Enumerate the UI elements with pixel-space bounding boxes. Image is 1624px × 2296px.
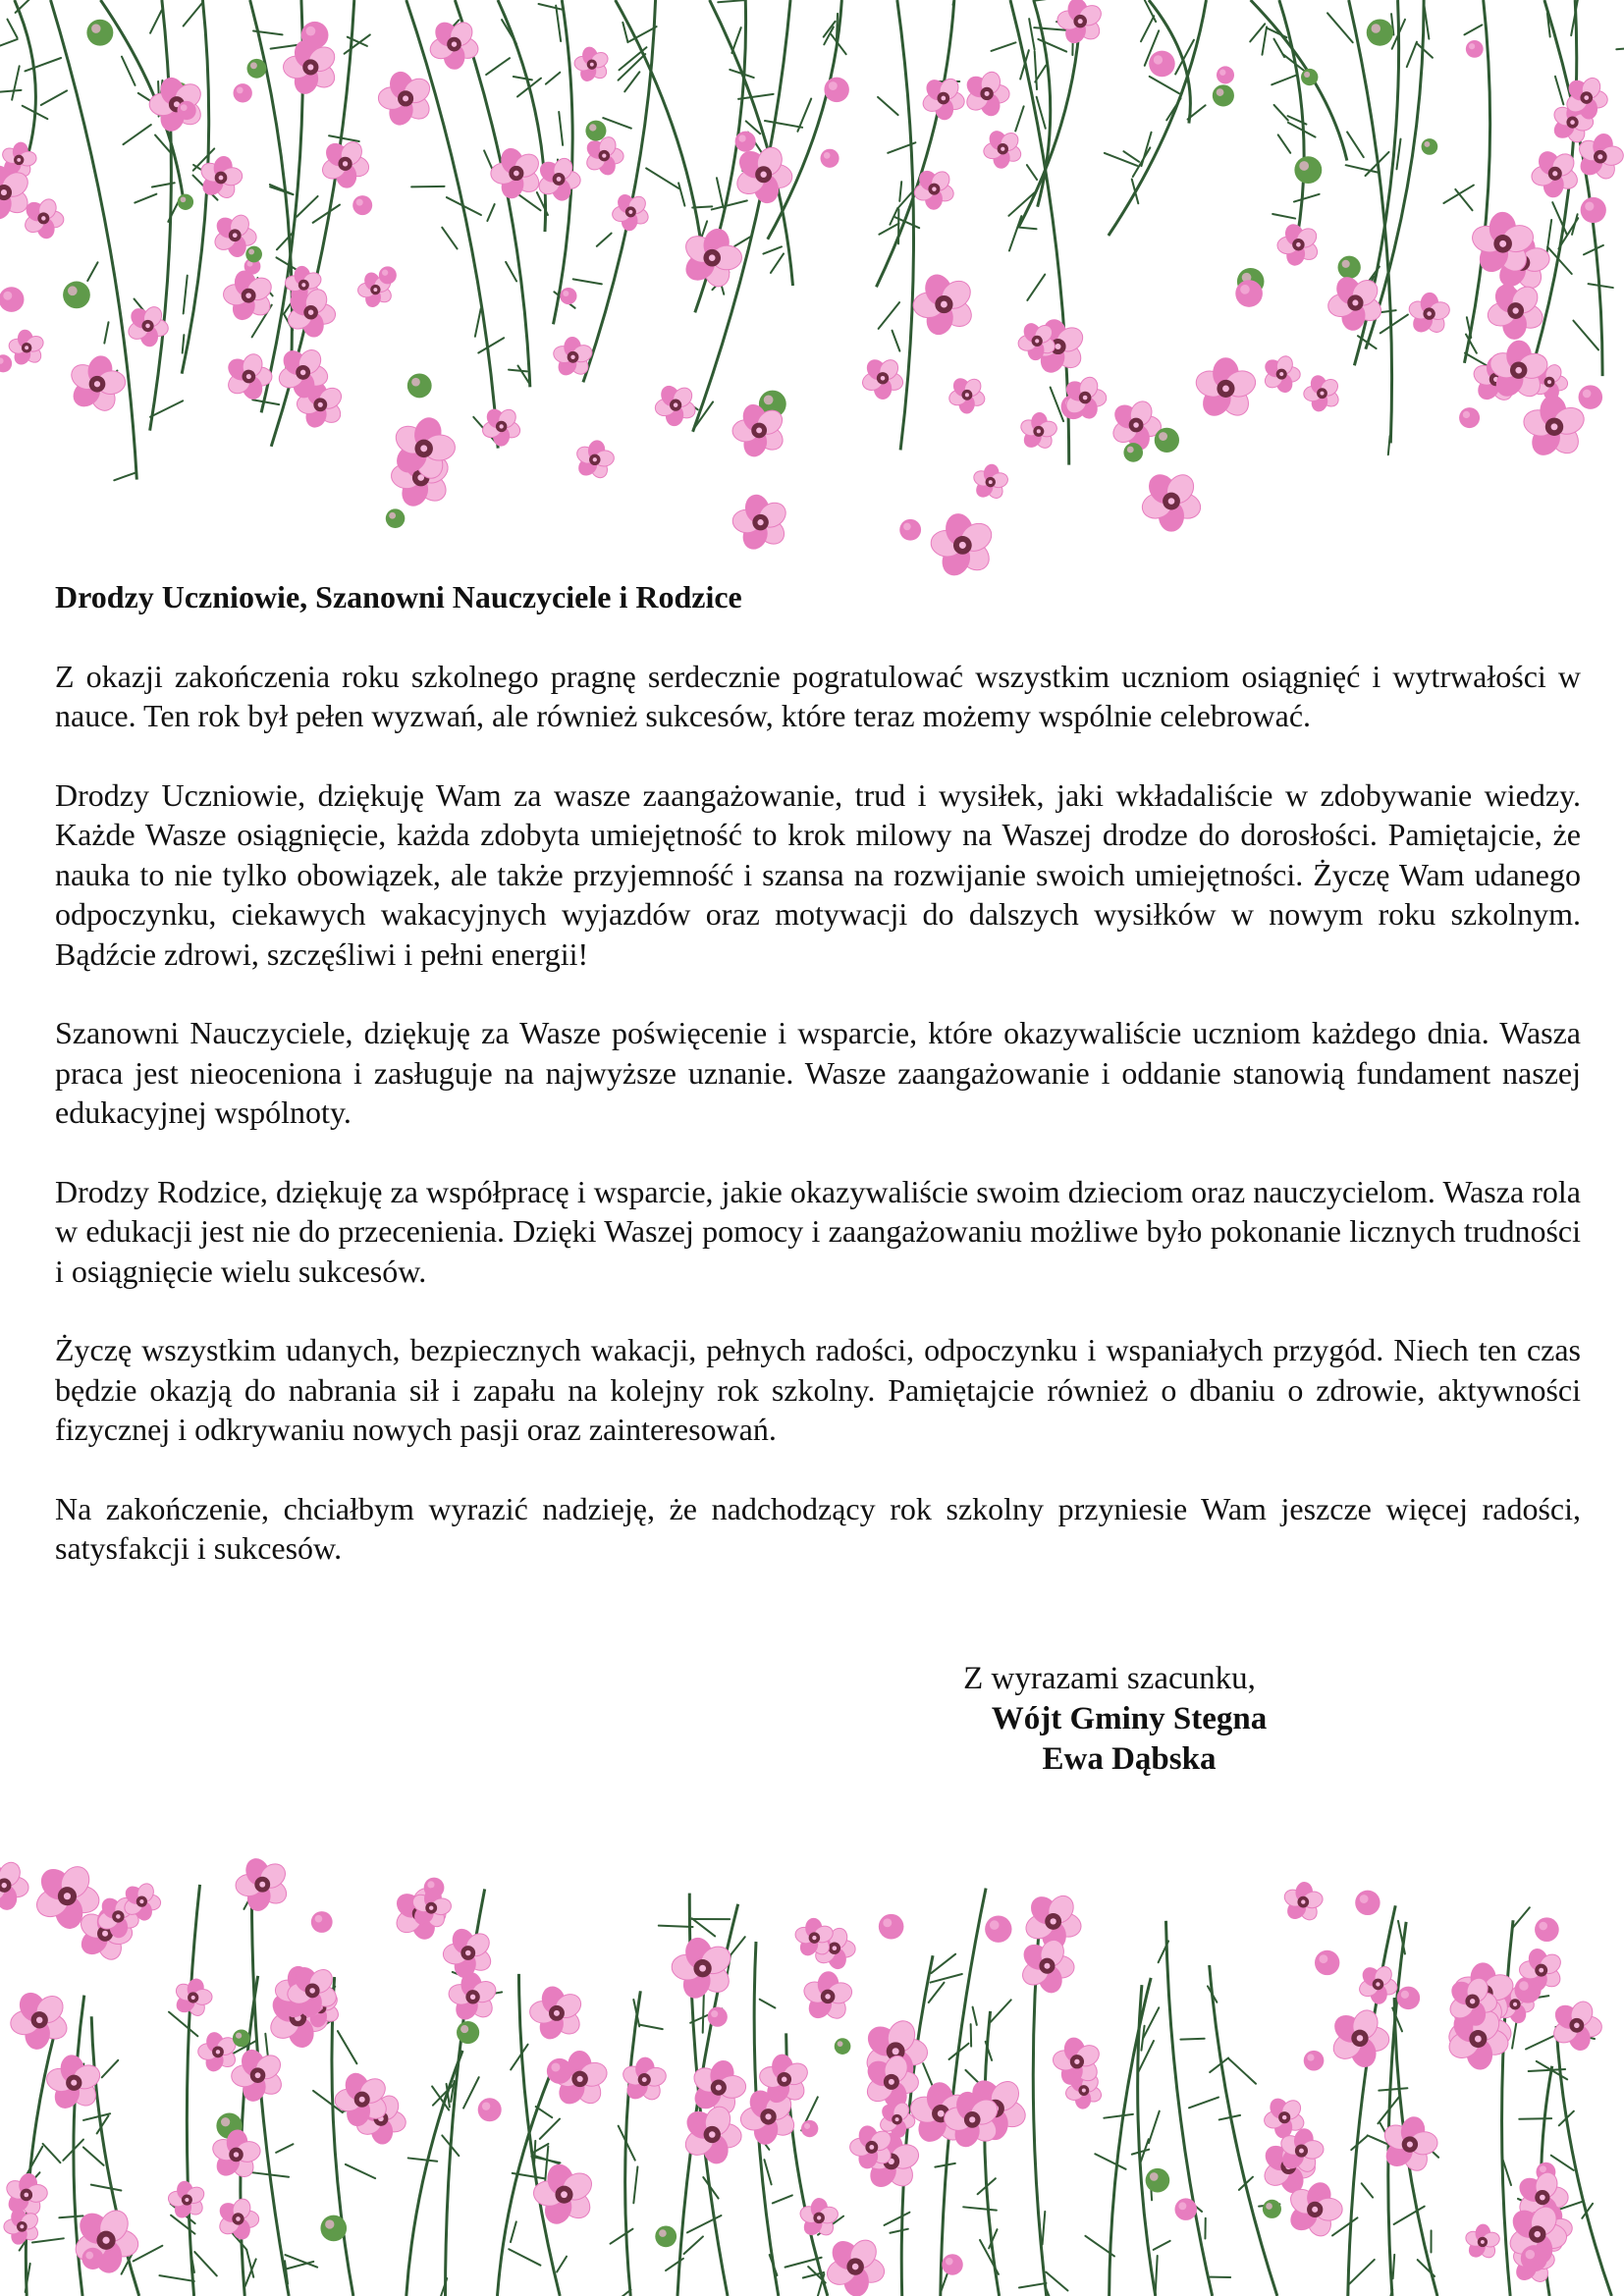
paragraph-closing: Na zakończenie, chciałbym wyrazić nadzieję, że nadchodzący rok szkolny przyniesie Wam jeszcze więcej radości, satysfakcji i sukcesów.	[55, 1490, 1581, 1566]
flower-bud-icon	[1355, 1891, 1380, 1915]
flower-bud-icon	[0, 354, 12, 372]
floral-border-top	[0, 0, 1624, 579]
flower-bud-icon	[735, 132, 756, 152]
waxflower-icon	[9, 1989, 71, 2051]
waxflower-icon	[947, 376, 987, 414]
waxflower-icon	[168, 2180, 207, 2220]
flower-bud-icon	[0, 287, 24, 312]
waxflower-icon	[913, 271, 977, 337]
waxflower-icon	[1464, 2224, 1501, 2261]
waxflower-icon	[1018, 412, 1058, 451]
flower-bud-icon	[1535, 1917, 1559, 1942]
waxflower-icon	[801, 1971, 854, 2022]
flower-bud-icon	[1466, 40, 1484, 58]
waxflower-icon	[680, 226, 741, 290]
signature-name: Ewa Dąbska	[1042, 1741, 1217, 1777]
flower-bud-icon	[247, 59, 267, 79]
signature-closing: Z wyrazami szacunku,	[963, 1661, 1256, 1696]
flower-bud-icon	[1315, 1950, 1339, 1975]
paragraph-students: Drodzy Uczniowie, dziękuję Wam za wasze zaangażowanie, trud i wysiłek, jaki wkładaliście w zdobywanie wiedzy. Każde Wasze osiągnięcie, każda zdobyta umiejętność to krok milowy na Waszej drodze do dorosłości. Pamiętajcie, że nauka to nie tylko obowiązek, ale także przyjemność i szansa na rozwijanie swoich umiejętności. Życzę Wam udanego odpoczynku, ciekawych wakacyjnych wyjazdów oraz motywacji do dalszych wysiłków w nowym roku szkolnym. Bądźcie zdrowi, szczęśliwi i pełni energii!	[55, 776, 1581, 972]
waxflower-icon	[447, 1972, 499, 2023]
waxflower-icon	[583, 134, 623, 177]
waxflower-icon	[216, 2197, 259, 2242]
flower-bud-icon	[234, 83, 252, 102]
signature-block	[884, 1659, 1375, 1780]
waxflower-icon	[731, 493, 789, 553]
waxflower-icon	[1262, 354, 1300, 395]
flower-bud-icon	[1397, 1987, 1421, 2010]
flower-bud-icon	[1263, 2200, 1281, 2218]
flower-bud-icon	[311, 1911, 333, 1933]
flower-bud-icon	[1301, 69, 1318, 85]
waxflower-icon	[198, 155, 244, 201]
waxflower-icon	[22, 196, 64, 240]
waxflower-icon	[930, 511, 997, 579]
paragraph-wishes: Życzę wszystkim udanych, bezpiecznych wakacji, pełnych radości, odpoczynku i wspaniałych przygód. Niech ten czas będzie okazją do nabrania sił i zapału na kolejny rok szkolny. Pamiętajcie również o dbaniu o zdrowie, aktywności fizycznej i odkrywaniu nowych pasji oraz zainteresowań.	[55, 1332, 1581, 1447]
flower-bud-icon	[985, 1915, 1011, 1942]
flower-bud-icon	[1304, 2051, 1325, 2071]
flower-bud-icon	[1422, 138, 1438, 155]
letter-body	[55, 577, 1581, 1608]
flower-bud-icon	[1367, 19, 1393, 45]
flower-bud-icon	[457, 2021, 479, 2044]
paragraph-teachers: Szanowni Nauczyciele, dziękuję za Wasze poświęcenie i wsparcie, które okazywaliście uczniom każdego dnia. Wasza praca jest nieoceniona i zasługuje na najwyższe uznanie. Wasze zaangażowanie i oddanie stanowią fundament naszej edukacyjnej wspólnoty.	[55, 1015, 1581, 1130]
waxflower-icon	[824, 2235, 888, 2296]
waxflower-icon	[4, 2172, 49, 2217]
flower-bud-icon	[1146, 2168, 1170, 2193]
flower-bud-icon	[835, 2038, 851, 2055]
flower-bud-icon	[320, 2216, 347, 2242]
waxflower-icon	[378, 70, 434, 129]
waxflower-icon	[1193, 358, 1259, 421]
waxflower-icon	[1407, 293, 1452, 336]
flower-bud-icon	[245, 246, 262, 263]
waxflower-icon	[573, 46, 610, 83]
flower-bud-icon	[63, 282, 90, 309]
flower-bud-icon	[407, 373, 432, 398]
signature-title: Wójt Gminy Stegna	[991, 1701, 1268, 1736]
flower-bud-icon	[585, 121, 606, 141]
flower-bud-icon	[81, 2248, 103, 2269]
waxflower-icon	[443, 1926, 495, 1980]
flower-bud-icon	[1174, 2198, 1197, 2220]
waxflower-icon	[912, 168, 955, 210]
waxflower-icon	[1521, 395, 1588, 459]
waxflower-icon	[1328, 2006, 1389, 2069]
floral-border-bottom	[0, 1841, 1624, 2296]
flower-bud-icon	[1338, 256, 1361, 279]
flower-bud-icon	[1581, 197, 1606, 223]
flower-bud-icon	[879, 1914, 904, 1940]
waxflower-icon	[1277, 222, 1322, 267]
flower-bud-icon	[1149, 51, 1175, 78]
waxflower-icon	[0, 1859, 29, 1911]
waxflower-icon	[963, 70, 1009, 118]
flower-bud-icon	[86, 20, 113, 46]
flower-bud-icon	[1521, 2245, 1547, 2271]
waxflower-icon	[1486, 281, 1546, 340]
flower-bud-icon	[824, 78, 848, 102]
waxflower-icon	[67, 354, 127, 415]
flower-bud-icon	[177, 101, 195, 120]
paragraph-parents: Drodzy Rodzice, dziękuję za współpracę i wsparcie, jakie okazywaliście swoim dzieciom oraz nauczycielom. Wasza rola w edukacji jest nie do przecenienia. Dzięki Waszej pomocy i zaangażowaniu możliwe było pokonanie licznych trudności i osiągnięcie wielu sukcesów.	[55, 1173, 1581, 1289]
waxflower-icon	[1304, 374, 1342, 413]
flower-bud-icon	[655, 2225, 677, 2247]
flower-bud-icon	[1123, 443, 1143, 462]
flower-bud-icon	[1217, 66, 1234, 83]
flower-bud-icon	[1459, 407, 1480, 428]
waxflower-icon	[574, 440, 616, 481]
flower-bud-icon	[821, 149, 839, 168]
flower-bud-icon	[1294, 156, 1322, 184]
waxflower-icon	[480, 406, 521, 446]
waxflower-icon	[732, 143, 793, 205]
waxflower-icon	[611, 192, 650, 232]
flower-bud-icon	[352, 195, 372, 215]
paragraph-congratulations: Z okazji zakończenia roku szkolnego pragnę serdecznie pogratulować wszystkim uczniom osiągnięć i wytrwałości w nauce. Ten rok był pełen wyzwań, ale również sukcesów, które teraz możemy wspólnie celebrować.	[55, 658, 1581, 733]
waxflower-icon	[1018, 1937, 1075, 1995]
flower-bud-icon	[233, 2029, 250, 2047]
flower-bud-icon	[942, 2254, 962, 2274]
greeting-heading: Drodzy Uczniowie, Szanowni Nauczyciele i Rodzice	[55, 579, 742, 614]
waxflower-icon	[1357, 1963, 1399, 2003]
waxflower-icon	[654, 383, 698, 426]
waxflower-icon	[860, 356, 905, 400]
flower-bud-icon	[386, 508, 406, 528]
flower-bud-icon	[560, 288, 576, 304]
waxflower-icon	[971, 463, 1008, 501]
waxflower-icon	[982, 129, 1023, 170]
flower-bud-icon	[1579, 385, 1603, 409]
waxflower-icon	[231, 2047, 286, 2104]
waxflower-icon	[235, 1855, 291, 1913]
flower-bud-icon	[547, 2058, 572, 2084]
flower-bud-icon	[178, 194, 193, 210]
waxflower-icon	[223, 269, 276, 323]
flower-bud-icon	[1235, 280, 1263, 307]
waxflower-icon	[8, 329, 46, 367]
flower-bud-icon	[1213, 84, 1234, 106]
waxflower-icon	[671, 1936, 735, 2002]
flower-bud-icon	[1155, 428, 1179, 453]
flower-bud-icon	[899, 519, 921, 541]
waxflower-icon	[529, 1985, 585, 2043]
flower-bud-icon	[478, 2098, 502, 2121]
flower-bud-icon	[708, 2007, 728, 2027]
waxflower-icon	[1326, 273, 1385, 331]
waxflower-icon	[173, 1977, 212, 2018]
waxflower-icon	[1056, 0, 1105, 46]
flower-bud-icon	[801, 2120, 818, 2137]
waxflower-icon	[1282, 1882, 1325, 1923]
waxflower-icon	[1139, 469, 1204, 531]
flower-bud-icon	[379, 266, 397, 284]
waxflower-icon	[319, 138, 370, 188]
